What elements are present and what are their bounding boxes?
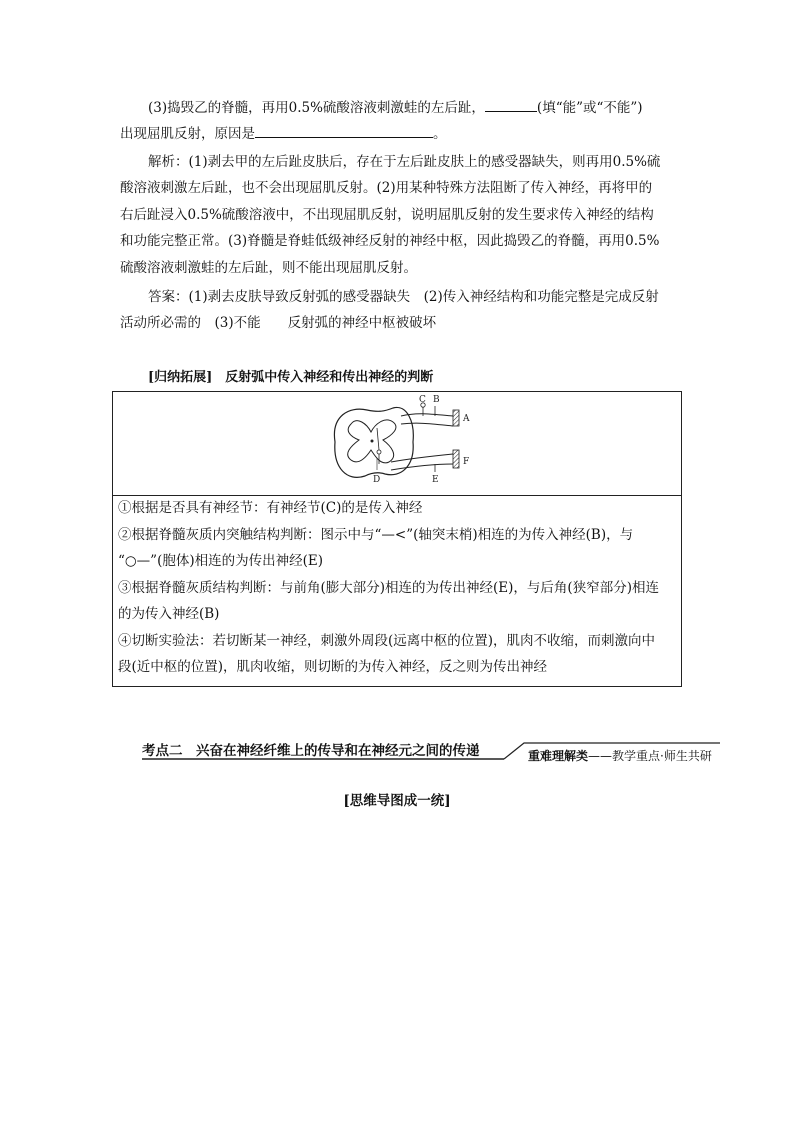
summary-point-4a: ④切断实验法：若切断某一神经，刺激外周段(远离中枢的位置)，肌肉不收缩，而刺激向中 bbox=[118, 633, 656, 649]
question-part3-text-c: 出现屈肌反射，原因是 bbox=[120, 126, 255, 142]
label-b: B bbox=[433, 395, 440, 405]
efferent-nerve bbox=[391, 454, 453, 462]
label-d: D bbox=[373, 475, 381, 485]
label-f: F bbox=[463, 457, 470, 467]
question-part3-line1 bbox=[148, 97, 643, 118]
summary-point-2a: ②根据脊髓灰质内突触结构判断：图示中与“—<”(轴突末梢)相连的为传入神经(B)，与 bbox=[118, 527, 634, 543]
summary-point-3b: 的为传入神经(B) bbox=[118, 606, 220, 622]
question-part3-end: 。 bbox=[433, 126, 447, 142]
synapse-soma bbox=[377, 450, 381, 454]
label-c: C bbox=[419, 395, 426, 405]
section-title: 考点二 兴奋在神经纤维上的传导和在神经元之间的传递 bbox=[142, 743, 480, 759]
analysis-line-4: 和功能完整正常。(3)脊髓是脊蛙低级神经反射的神经中枢，因此捣毁乙的脊髓，再用0.5% bbox=[120, 233, 660, 249]
analysis-line-1: 解析：(1)剥去甲的左后趾皮肤后，存在于左后趾皮肤上的感受器缺失，则再用0.5%硫 bbox=[148, 154, 661, 170]
spinal-cord-outline bbox=[334, 407, 413, 477]
question-part3-text-a: (3)捣毁乙的脊髓，再用0.5%硫酸溶液刺激蛙的左后趾， bbox=[148, 100, 485, 116]
analysis-line-3: 右后趾浸入0.5%硫酸溶液中，不出现屈肌反射，说明屈肌反射的发生要求传入神经的结构 bbox=[120, 207, 654, 223]
section-tag-rest: ——教学重点·师生共研 bbox=[588, 749, 712, 763]
section-header bbox=[142, 737, 720, 767]
mindmap-title: [思维导图成一统] bbox=[343, 793, 451, 809]
box-divider bbox=[113, 495, 681, 496]
analysis-line-2: 酸溶液刺激左后趾，也不会出现屈肌反射。(2)用某种特殊方法阻断了传入神经，再将甲的 bbox=[120, 180, 653, 196]
summary-title: [归纳拓展] 反射弧中传入神经和传出神经的判断 bbox=[148, 370, 434, 385]
answer-line-1: 答案：(1)剥去皮肤导致反射弧的感受器缺失 (2)传入神经结构和功能完整是完成反射 bbox=[148, 289, 659, 305]
reflex-arc-diagram bbox=[327, 394, 487, 492]
receptor-a bbox=[453, 410, 459, 426]
central-canal bbox=[371, 440, 374, 443]
summary-point-3a: ③根据脊髓灰质结构判断：与前角(膨大部分)相连的为传出神经(E)，与后角(狭窄部分)相连 bbox=[118, 580, 659, 596]
answer-line-2: 活动所必需的 (3)不能 反射弧的神经中枢被破坏 bbox=[120, 315, 437, 331]
summary-box bbox=[112, 391, 682, 687]
summary-point-4b: 段(近中枢的位置)，肌肉收缩，则切断的为传入神经，反之则为传出神经 bbox=[118, 659, 548, 675]
summary-point-1: ①根据是否具有神经节：有神经节(C)的是传入神经 bbox=[118, 500, 423, 516]
label-e: E bbox=[432, 475, 439, 485]
question-part3-line2 bbox=[120, 123, 447, 144]
label-a: A bbox=[463, 414, 470, 424]
answer-blank-2[interactable] bbox=[255, 123, 433, 138]
question-part3-text-b: (填“能”或“不能”) bbox=[536, 100, 643, 116]
answer-blank-1[interactable] bbox=[485, 97, 537, 112]
section-tag bbox=[528, 747, 712, 764]
summary-point-2b: “○—”(胞体)相连的为传出神经(E) bbox=[118, 553, 324, 569]
effector-f bbox=[453, 450, 459, 468]
section-tag-bold: 重难理解类 bbox=[528, 749, 589, 763]
analysis-line-5: 硫酸溶液刺激蛙的左后趾，则不能出现屈肌反射。 bbox=[120, 260, 417, 276]
